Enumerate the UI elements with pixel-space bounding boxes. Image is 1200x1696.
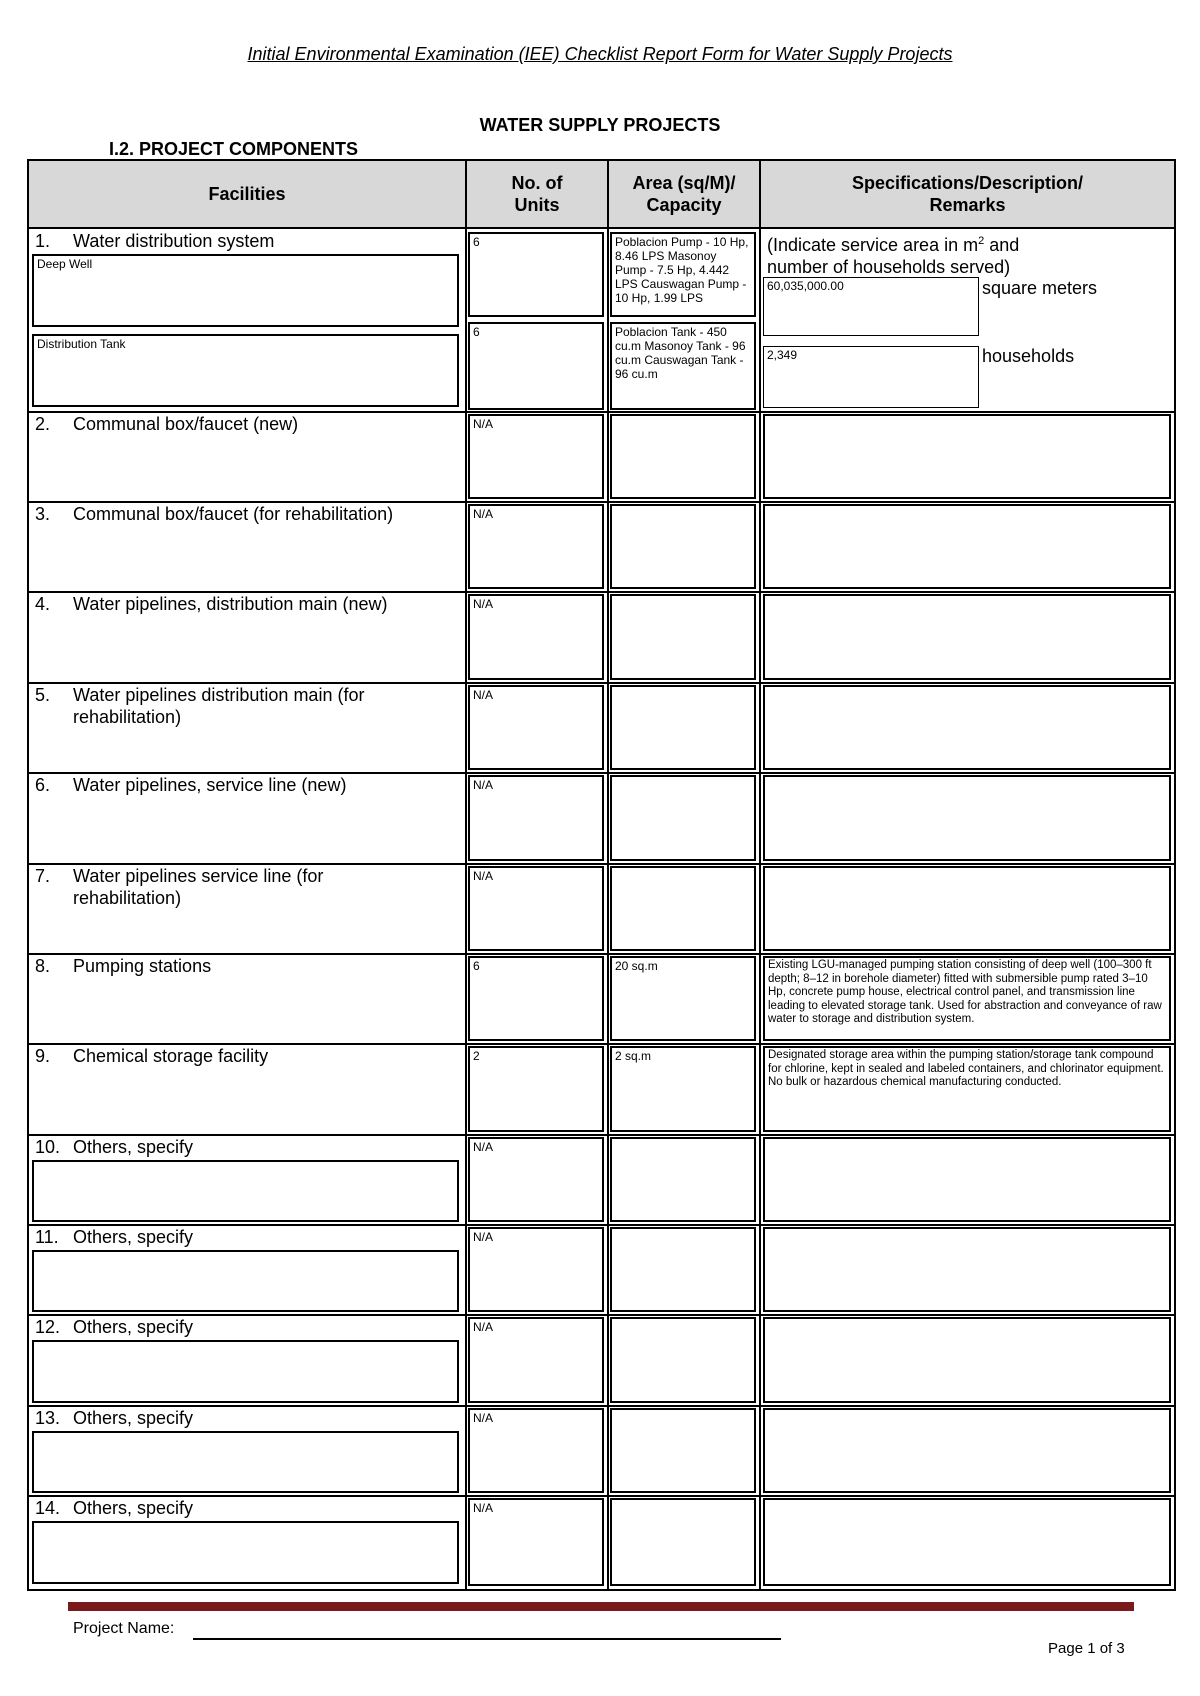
units-field[interactable]: N/A <box>468 1317 604 1403</box>
units-field[interactable]: N/A <box>468 414 604 499</box>
area-capacity-field[interactable] <box>610 866 756 951</box>
col-header-area: Area (sq/M)/ Capacity <box>632 173 736 215</box>
project-name-label: Project Name: <box>73 1620 175 1637</box>
footer-rule <box>68 1602 1134 1611</box>
column-divider <box>759 159 761 1591</box>
column-divider <box>465 159 467 1591</box>
specifications-field[interactable] <box>763 1498 1171 1586</box>
specifications-field[interactable]: Existing LGU-managed pumping station consisting of deep well (100–300 ft depth; 8–12 in borehole diameter) fitted with submersible pump rated 3–10 Hp, concrete pump house, electrical control panel, and transmission line leading to elevated storage tank. Used for abstraction and conveyance of raw water to storage and distribution system. <box>763 956 1171 1041</box>
area-capacity-field[interactable] <box>610 1137 756 1222</box>
specifications-field[interactable] <box>763 685 1171 770</box>
row-label: 8. Pumping stations <box>35 956 212 976</box>
row-label: 6. Water pipelines, service line (new) <box>35 775 347 795</box>
area-capacity-field[interactable]: 2 sq.m <box>610 1046 756 1132</box>
specifications-field[interactable] <box>763 504 1171 589</box>
others-specify-field[interactable] <box>32 1521 459 1584</box>
area-capacity-field[interactable] <box>610 685 756 770</box>
units-field[interactable]: N/A <box>468 594 604 680</box>
row-label: 12. Others, specify <box>35 1317 194 1337</box>
row-label: 7. Water pipelines service line (for rehabilitation) <box>35 866 324 908</box>
area-capacity-field[interactable] <box>610 1408 756 1493</box>
area-capacity-field[interactable] <box>610 414 756 499</box>
table-header <box>29 161 1174 229</box>
units-field[interactable]: 6 <box>468 956 604 1041</box>
specifications-field[interactable] <box>763 414 1171 499</box>
households-field[interactable]: 2,349 <box>763 346 979 408</box>
households-unit-label: households <box>982 346 1075 366</box>
specifications-field[interactable] <box>763 1137 1171 1222</box>
deep-well-field[interactable]: Deep Well <box>32 254 459 327</box>
section-title: I.2. PROJECT COMPONENTS <box>109 139 359 159</box>
form-header-title: Initial Environmental Examination (IEE) Checklist Report Form for Water Supply Projects <box>247 44 953 64</box>
row-label: 3. Communal box/faucet (for rehabilitation) <box>35 504 394 524</box>
specifications-field[interactable] <box>763 866 1171 951</box>
column-divider <box>607 159 609 1591</box>
row-label: 9. Chemical storage facility <box>35 1046 269 1066</box>
distribution-tank-units-field[interactable]: 6 <box>468 322 604 410</box>
area-capacity-field[interactable] <box>610 594 756 680</box>
service-area-instruction: (Indicate service area in $m^2$ and number of households served) <box>767 235 1020 277</box>
others-specify-field[interactable] <box>32 1431 459 1493</box>
area-capacity-field[interactable] <box>610 1317 756 1403</box>
others-specify-field[interactable] <box>32 1160 459 1222</box>
units-field[interactable]: N/A <box>468 504 604 589</box>
col-header-specifications: Specifications/Description/ Remarks <box>851 173 1084 215</box>
units-field[interactable]: N/A <box>468 685 604 770</box>
area-capacity-field[interactable] <box>610 504 756 589</box>
specifications-field[interactable] <box>763 1317 1171 1403</box>
row-label: 1. Water distribution system <box>35 231 275 251</box>
distribution-tank-capacity-field[interactable]: Poblacion Tank - 450 cu.m Masonoy Tank - 96 cu.m Causwagan Tank - 96 cu.m <box>610 322 756 410</box>
area-capacity-field[interactable] <box>610 1227 756 1312</box>
row-label: 14. Others, specify <box>35 1498 194 1518</box>
row-label: 11. Others, specify <box>35 1227 194 1247</box>
service-area-field[interactable]: 60,035,000.00 <box>763 277 979 336</box>
project-name-line[interactable] <box>193 1638 781 1640</box>
area-capacity-field[interactable]: 20 sq.m <box>610 956 756 1041</box>
deep-well-units-field[interactable]: 6 <box>468 232 604 317</box>
row-label: 5. Water pipelines distribution main (for rehabilitation) <box>35 685 365 727</box>
col-header-facilities: Facilities <box>208 184 286 204</box>
specifications-field[interactable]: Designated storage area within the pumping station/storage tank compound for chlorine, kept in sealed and labeled containers, and chlorinator equipment. No bulk or hazardous chemical manufacturing conducted. <box>763 1046 1171 1132</box>
specifications-field[interactable] <box>763 775 1171 861</box>
units-field[interactable]: N/A <box>468 775 604 861</box>
row-label: 4. Water pipelines, distribution main (new) <box>35 594 388 614</box>
others-specify-field[interactable] <box>32 1250 459 1312</box>
units-field[interactable]: N/A <box>468 866 604 951</box>
row-label: 2. Communal box/faucet (new) <box>35 414 299 434</box>
page-number: Page 1 of 3 <box>1048 1640 1125 1657</box>
others-specify-field[interactable] <box>32 1340 459 1403</box>
row-label: 13. Others, specify <box>35 1408 194 1428</box>
units-field[interactable]: N/A <box>468 1408 604 1493</box>
deep-well-capacity-field[interactable]: Poblacion Pump - 10 Hp, 8.46 LPS Masonoy Pump - 7.5 Hp, 4.442 LPS Causwagan Pump - 10 Hp, 1.99 LPS <box>610 232 756 317</box>
units-field[interactable]: 2 <box>468 1046 604 1132</box>
distribution-tank-field[interactable]: Distribution Tank <box>32 334 459 407</box>
row-label: 10. Others, specify <box>35 1137 194 1157</box>
col-header-units: No. of Units <box>511 173 563 215</box>
units-field[interactable]: N/A <box>468 1498 604 1586</box>
area-unit-label: square meters <box>982 278 1098 298</box>
units-field[interactable]: N/A <box>468 1137 604 1222</box>
units-field[interactable]: N/A <box>468 1227 604 1312</box>
area-capacity-field[interactable] <box>610 775 756 861</box>
specifications-field[interactable] <box>763 594 1171 680</box>
specifications-field[interactable] <box>763 1227 1171 1312</box>
area-capacity-field[interactable] <box>610 1498 756 1586</box>
specifications-field[interactable] <box>763 1408 1171 1493</box>
document-title: WATER SUPPLY PROJECTS <box>479 115 721 135</box>
